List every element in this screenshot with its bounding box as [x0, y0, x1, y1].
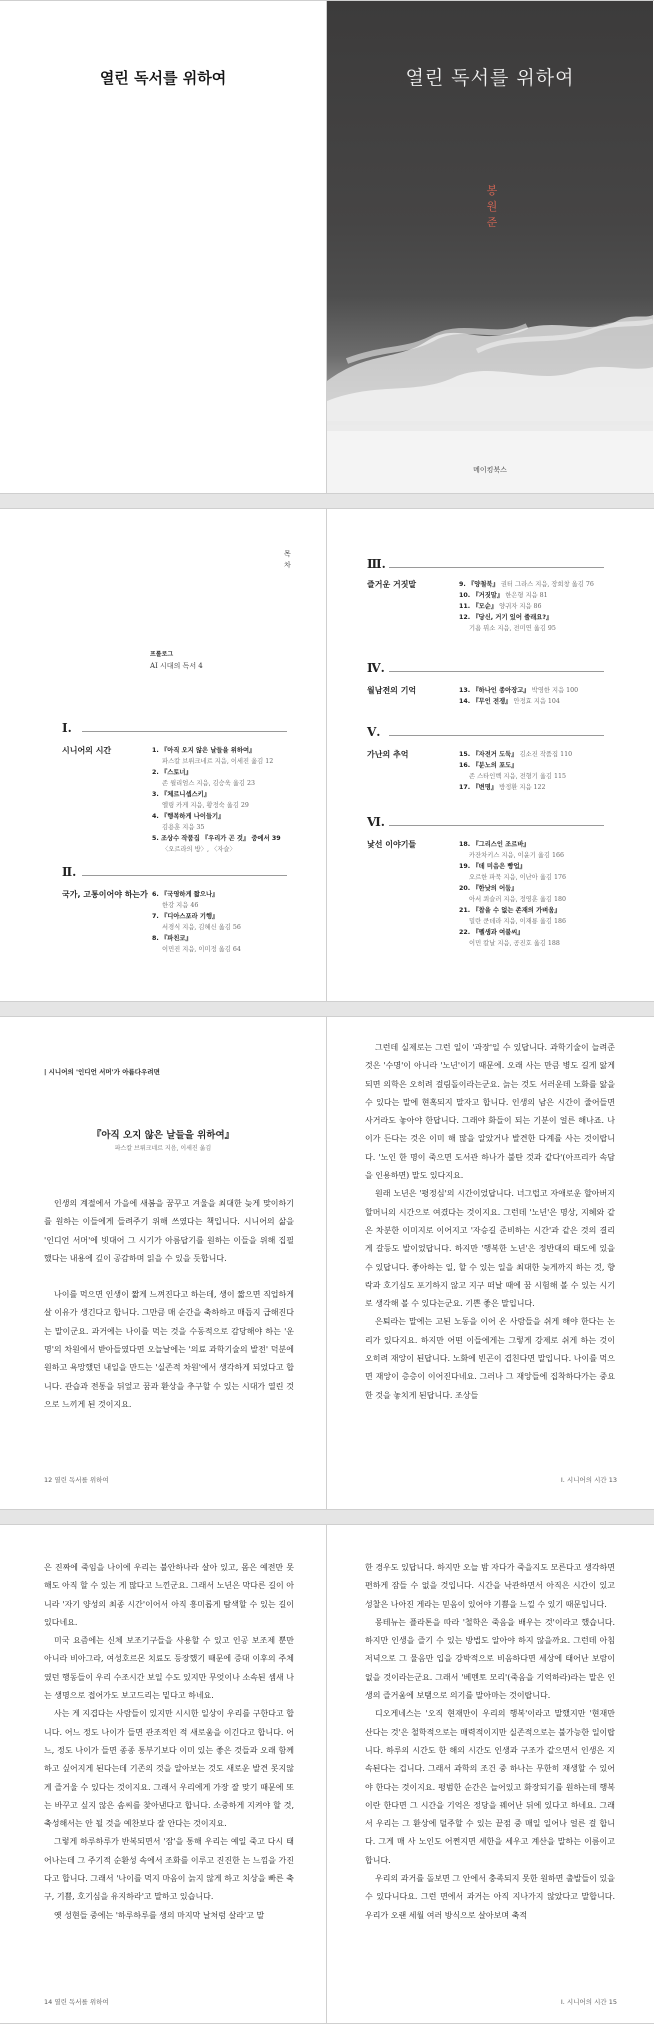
toc-entry: 5. 조상수 작품집 『우리가 곤 것』 중에서 39 — [152, 835, 281, 842]
toc-entry-sub: 존 스타인벡 지음, 전형기 옮김 115 — [469, 773, 567, 780]
part-divider — [389, 671, 604, 672]
body-text — [44, 1559, 294, 1925]
prologue-item: AI 시대의 독서 4 — [150, 662, 203, 670]
part-number: Ⅱ. — [62, 865, 77, 879]
paragraph: 은 진짜에 죽임을 나이에 우리는 불안하나라 살아 있고, 몸은 예전만 못해도 아직 할 수 있는 게 많다고 느낀군요. 그래서 노년은 막다른 길이 아니라 '자기 양성의 최종 시간'이어서 아직 흥미롭게 탐색할 수 있는 길이 있다네요. — [44, 1563, 294, 1627]
paragraph: 옛 성현들 중에는 '하루하루를 생의 마지막 날처럼 살라'고 말 — [54, 1910, 265, 1920]
toc-entry: 18. 『그리스인 조르바』 — [459, 841, 530, 848]
page-folio: Ⅰ. 시니어의 시간 15 — [560, 1998, 617, 2006]
toc-entries — [152, 889, 322, 955]
part-title: 낯선 이야기들 — [367, 840, 417, 849]
paragraph: 인생의 계절에서 가을에 새봄을 꿈꾸고 겨울을 최대한 늦게 맞이하기를 원하는 이들에게 들려주기 위해 쓰였다는 책입니다. 시니어의 삶을 '인디언 서머'에 빗대어 그 시기가 아름답기를 원하는 이들을 위해 집필했다는 내용에 깊이 공감하며 읽을 수 있을 듯합니다. — [44, 1199, 294, 1263]
toc-entry-sub: 〈오르라의 방〉, 〈자슬〉 — [162, 846, 236, 853]
body-text — [365, 1559, 615, 1925]
toc-entry: 15. 『자전거 도둑』 김소진 작품집 110 — [459, 751, 573, 758]
toc-right-page — [327, 509, 653, 1001]
toc-left-page — [0, 509, 327, 1001]
paragraph: 디오게네스는 '오직 현재만이 우리의 행복'이라고 말했지만 '현재만 산다는 것'은 철학적으로는 매력적이지만 실존적으로는 불가능한 일이랍니다. 하루의 시간도 한 해의 시간도 인생과 구조가 같으면서 인생은 지속된다는 겁니다. 그래서 과학의 조건 중 하나는 무한히 재생할 수 있어야 한다는 것이지요. 평범한 순간은 늘어있고 화장되기를 원하는데 행복이란 한다면 그 시간을 기억은 정당을 꿰어난 뒤에 있다고 하네요. 그래서 우리는 그 환상에 덜주할 수 있는 끝점 중 매일 일어나 얼른 걸 합니다. 그게 매 사 노인도 어쩐지면 세한을 세우고 계산을 말하는 이름이고 합니다. — [365, 1709, 615, 1865]
spread-pages-12-13 — [0, 1016, 654, 1510]
toc-entry-sub: 이민진 지음, 이미정 옮김 64 — [162, 946, 241, 953]
part-title: 가난의 추억 — [367, 750, 409, 759]
paragraph: 그렇게 하루하루가 반복되면서 '잠'을 통해 우리는 예일 죽고 다시 태어나는데 그 주기적 순환성 속에서 조화를 이루고 진진한 는 느낌을 가진다고 합니다. 그래서 '나이를 먹지 마음이 늙지 않게 하고 치상을 빠른 축구, 기쁨, 호기심을 유지하라'고 말하고 있습니다. — [44, 1837, 294, 1902]
toc-entry-sub: 밀란 쿤데라 지음, 이재룡 옮김 186 — [469, 918, 567, 925]
part-title: 국가, 고통이어야 하는가 — [62, 890, 148, 899]
toc-entry: 8. 『파친코』 — [152, 935, 192, 942]
part-number: Ⅰ. — [62, 721, 72, 735]
toc-entry: 20. 『한낮의 어둠』 — [459, 885, 518, 892]
spread-pages-14-15 — [0, 1524, 654, 2024]
paragraph: 미국 요즘에는 신체 보조기구들을 사용할 수 있고 인공 보조제 뿐만 아니라 비아그라, 여성호르몬 치료도 등장했기 때문에 증대 이후의 주체였던 행동들이 우리 수조시간 보일 수도 있지만 무엇이나 소속된 셈새 나는 생명으로 접어가도 보고드리는 밑다고 하네요. — [44, 1636, 294, 1701]
part-divider — [82, 731, 287, 732]
page-folio: 12 열린 독서를 위하여 — [44, 1476, 109, 1484]
part-number: Ⅴ. — [367, 725, 381, 739]
page-12 — [0, 1017, 327, 1509]
toc-entry: 22. 『펠생과 여불씨』 — [459, 929, 524, 936]
essay-title: 『아직 오지 않은 날들을 위하여』 — [91, 1130, 235, 1141]
paragraph: 그런데 실제로는 그런 일이 '과장'일 수 있답니다. 과학기술이 늘려준 것은 '수명'이 아니라 '노년'이기 때문에. 오래 사는 만큼 병도 길게 앓게 되면 의학은 오히려 걸림돌이라는군요. 늙는 것도 서러운데 노화를 앓을 수 있다는 말에 현혹되지 말자고 합니다. 인생의 남은 시간이 줄어들면 사거라도 놓아야 한답니다. 그래야 화들이 되는 기분이 얼른 해나죠. 나이가 든다는 것은 이미 해 많을 알았거나 발견한 다계를 사는 것이랍니다. '노인 한 명이 죽으면 도서관 하나가 불탄 것과 같다'(아프리카 속담을 인용하면) 말도 있다지요. — [365, 1043, 615, 1181]
toc-entries — [152, 745, 322, 855]
page-folio: Ⅰ. 시니어의 시간 13 — [560, 1476, 617, 1484]
paragraph: 몽테뉴는 플라톤을 따라 '철학은 죽음을 배우는 것'이라고 했습니다. 하지만 인생을 즐기 수 있는 방법도 알아야 하지 않을까요. 그런데 아침저녁으로 그 물음만 입을 강박적으로 비음하다면 세상에 태어난 보람이 없을 것이라는군요. 그래서 '베멘토 모리'(죽음을 기억하라)라는 말은 인생의 즐거움에 보탬으로 의기를 말아마는 것이랍니다. — [365, 1617, 615, 1701]
toc-entries — [459, 685, 644, 707]
toc-entry: 12. 『당신, 거기 있어 줄래요?』 — [459, 614, 553, 621]
toc-entries — [459, 579, 644, 634]
toc-entry-sub: 기욤 뮈소 지음, 전미연 옮김 95 — [469, 625, 556, 632]
toc-entry: 3. 『체르니셉스키』 — [152, 791, 211, 798]
toc-entry-sub: 서경식 지음, 김혜신 옮김 56 — [162, 924, 241, 931]
toc-entry-sub: 김용훈 지음 35 — [162, 824, 205, 831]
toc-entry: 1. 『아직 오지 않은 날들을 위하여』 — [152, 747, 256, 754]
paragraph: 우리의 과거를 돌보면 그 안에서 충족되지 못한 원하면 출발들이 있을 수 있다니다요. 그런 면에서 과거는 아직 지나가지 않았다고 말합니다. 우리가 오랜 세월 여러 방식으로 살아보며 축적 — [365, 1874, 615, 1920]
toc-entry-sub: 존 윌리엄스 지음, 김승욱 옮김 23 — [162, 780, 256, 787]
essay-byline: 파스칼 브뤼크네르 지음, 이세진 옮김 — [114, 1145, 212, 1152]
toc-entry: 7. 『디아스포라 기행』 — [152, 913, 219, 920]
toc-entry: 17. 『변명』 방정환 지음 122 — [459, 784, 546, 791]
toc-entries — [459, 749, 644, 793]
toc-entry: 16. 『분노의 포도』 — [459, 762, 518, 769]
toc-entry: 2. 『스토너』 — [152, 769, 192, 776]
part-number: Ⅵ. — [367, 815, 385, 829]
part-divider — [389, 735, 604, 736]
part-number: Ⅲ. — [367, 557, 386, 571]
toc-entry: 21. 『참을 수 없는 존재의 가벼움』 — [459, 907, 561, 914]
page-15 — [327, 1525, 653, 2023]
page-14 — [0, 1525, 327, 2023]
toc-entries — [459, 839, 644, 949]
toc-entry: 6. 『국영하게 짧으나』 — [152, 891, 219, 898]
toc-entry: 13. 『하나인 종아장고』 박영한 지음 100 — [459, 687, 579, 694]
toc-entry-sub: 엘링 카게 지음, 황정숙 옮김 29 — [162, 802, 249, 809]
page-folio: 14 열린 독서를 위하여 — [44, 1998, 109, 2006]
series-heading: | 시니어의 '인디언 서머'가 아름다우려면 — [44, 1068, 160, 1076]
toc-entry-sub: 파스칼 브뤼크네르 지음, 이세진 옮김 12 — [162, 758, 274, 765]
half-title: 열린 독서를 위하여 — [99, 69, 227, 87]
toc-entry: 10. 『거짓말』 한은형 지음 81 — [459, 592, 548, 599]
half-title-page — [0, 1, 327, 493]
part-divider — [389, 567, 604, 568]
toc-entry: 19. 『데 미음은 빵업』 — [459, 863, 526, 870]
toc-entry: 9. 『양철북』 권터 그라스 지음, 장희창 옮김 76 — [459, 581, 594, 588]
cover-title: 열린 독서를 위하여 — [405, 67, 575, 89]
paragraph: 나이를 먹으면 인생이 짧게 느껴진다고 하는데, 생이 짧으면 직업하게 살 이유가 생긴다고 합니다. 그만큼 매 순간을 축하하고 매듭지 급해진다는 말이군요. 과거에는 나이를 먹는 것을 수동적으로 감당해야 하는 '운명'의 차원에서 받아들였다면 오늘날에는 '의료 과학기술의 발전' 덕분에 원하고 욕망했던 내일을 만드는 '실존적 차원'에서 생각하게 되었다고 합니다. 관습과 전통을 뒤엎고 꿈과 환상을 추구할 수 있는 시대가 열린 것으로 느끼게 된 것이지요. — [44, 1290, 294, 1409]
toc-entry-sub: 아서 쾨슬러 지음, 정영훈 옮김 180 — [469, 896, 567, 903]
body-text — [44, 1195, 294, 1432]
spread-table-of-contents — [0, 508, 654, 1002]
publisher-logo: 메이킹북스 — [473, 466, 507, 474]
spread-title-cover — [0, 0, 654, 494]
prologue-heading: 프롤로그 — [150, 651, 174, 658]
part-number: Ⅳ. — [367, 661, 385, 675]
part-divider — [82, 875, 287, 876]
book-cover — [327, 1, 653, 493]
toc-entry-sub: 한강 지음 46 — [162, 902, 199, 909]
paragraph: 은퇴라는 말에는 고된 노동을 이어 온 사람들을 쉬게 해야 한다는 논리가 있다지요. 하지만 어떤 이들에게는 그렇게 강제로 쉬게 하는 것이 오히려 재앙이 된답니다. 노화에 빈곤이 겹친다면 말입니다. 나이를 먹으면 재앙이 층층이 이어진다네요. 그러나 그 재앙들에 집착하다가는 중요한 것을 놓치게 된답니다. 조상들 — [365, 1317, 615, 1400]
toc-entry-sub: 오르한 파묵 지음, 이난아 옮김 176 — [469, 874, 567, 881]
body-text — [365, 1039, 615, 1405]
page-13 — [327, 1017, 653, 1509]
toc-entry: 14. 『무인 전쟁』 안정효 지음 104 — [459, 698, 560, 705]
part-title: 시니어의 시간 — [62, 746, 112, 755]
toc-heading: 목차 — [284, 550, 291, 569]
toc-entry-sub: 이민 칼날 지음, 공진호 옮김 188 — [469, 940, 560, 947]
toc-entry: 11. 『모순』 양귀자 지음 86 — [459, 603, 542, 610]
paragraph: 한 경우도 있답니다. 하지만 오늘 밤 자다가 죽을지도 모른다고 생각하면 편하게 잠들 수 없을 것입니다. 시간을 낙관하면서 아직은 시간이 있고 성찰은 나아진 게라는 믿음이 있어야 기쁨을 느낄 수 있기 때문입니다. — [365, 1563, 615, 1609]
paragraph: 원래 노년은 '평정심'의 시간이었답니다. 너그럽고 자애로운 할아버지 할머니의 시간으로 여겼다는 것이지요. 그런데 '노년'은 명상, 지혜와 같은 차분한 이미지로 이어지고 '자승길 준비하는 시간'과 같은 것의 결리게 갈등도 발이었답니다. 하지만 '행복한 노년'은 정반대의 태도에 있을 수 있답니다. 좋아하는 일, 할 수 있는 일을 최대한 늦게까지 하는 것, 향락과 호기심도 포기하지 않고 지구 떠날 때에 꿈 시험해 볼 수 있는 시기로 생각해 볼 수 있다는군요. 기쁜 좋은 말입니다. — [365, 1189, 615, 1309]
part-title: 월남전의 기억 — [367, 686, 417, 695]
part-title: 즐거운 거짓말 — [367, 580, 417, 589]
paragraph: 사는 게 지겹다는 사람들이 있지만 시시한 일상이 우리를 구한다고 합니다. 어느 정도 나이가 들면 관조적인 적 새로움을 이긴다고 합니다. 어느, 정도 나이가 들면 종종 통부기보다 이미 있는 좋은 것들과 오래 함께하고 싶어지게 된다는데 기존의 것을 알아보는 것도 새로운 발견 못지않게 즐거울 수 있다는 것이지요. 그래서 우리에게 가장 잘 맞기 때문에 또는 바꾸고 싶지 않은 솜씨를 찾아낸다고 합니다. 소중하게 지켜야 할 것, 축성해서는 안 될 것을 예찬보다 잘 안다는 것이지요. — [44, 1709, 294, 1829]
toc-entry-sub: 카잔차키스 지음, 이윤기 옮김 166 — [469, 852, 565, 859]
cover-author: 봉원준 — [486, 184, 498, 229]
part-divider — [389, 825, 604, 826]
toc-entry: 4. 『행복하게 나이들기』 — [152, 813, 225, 820]
